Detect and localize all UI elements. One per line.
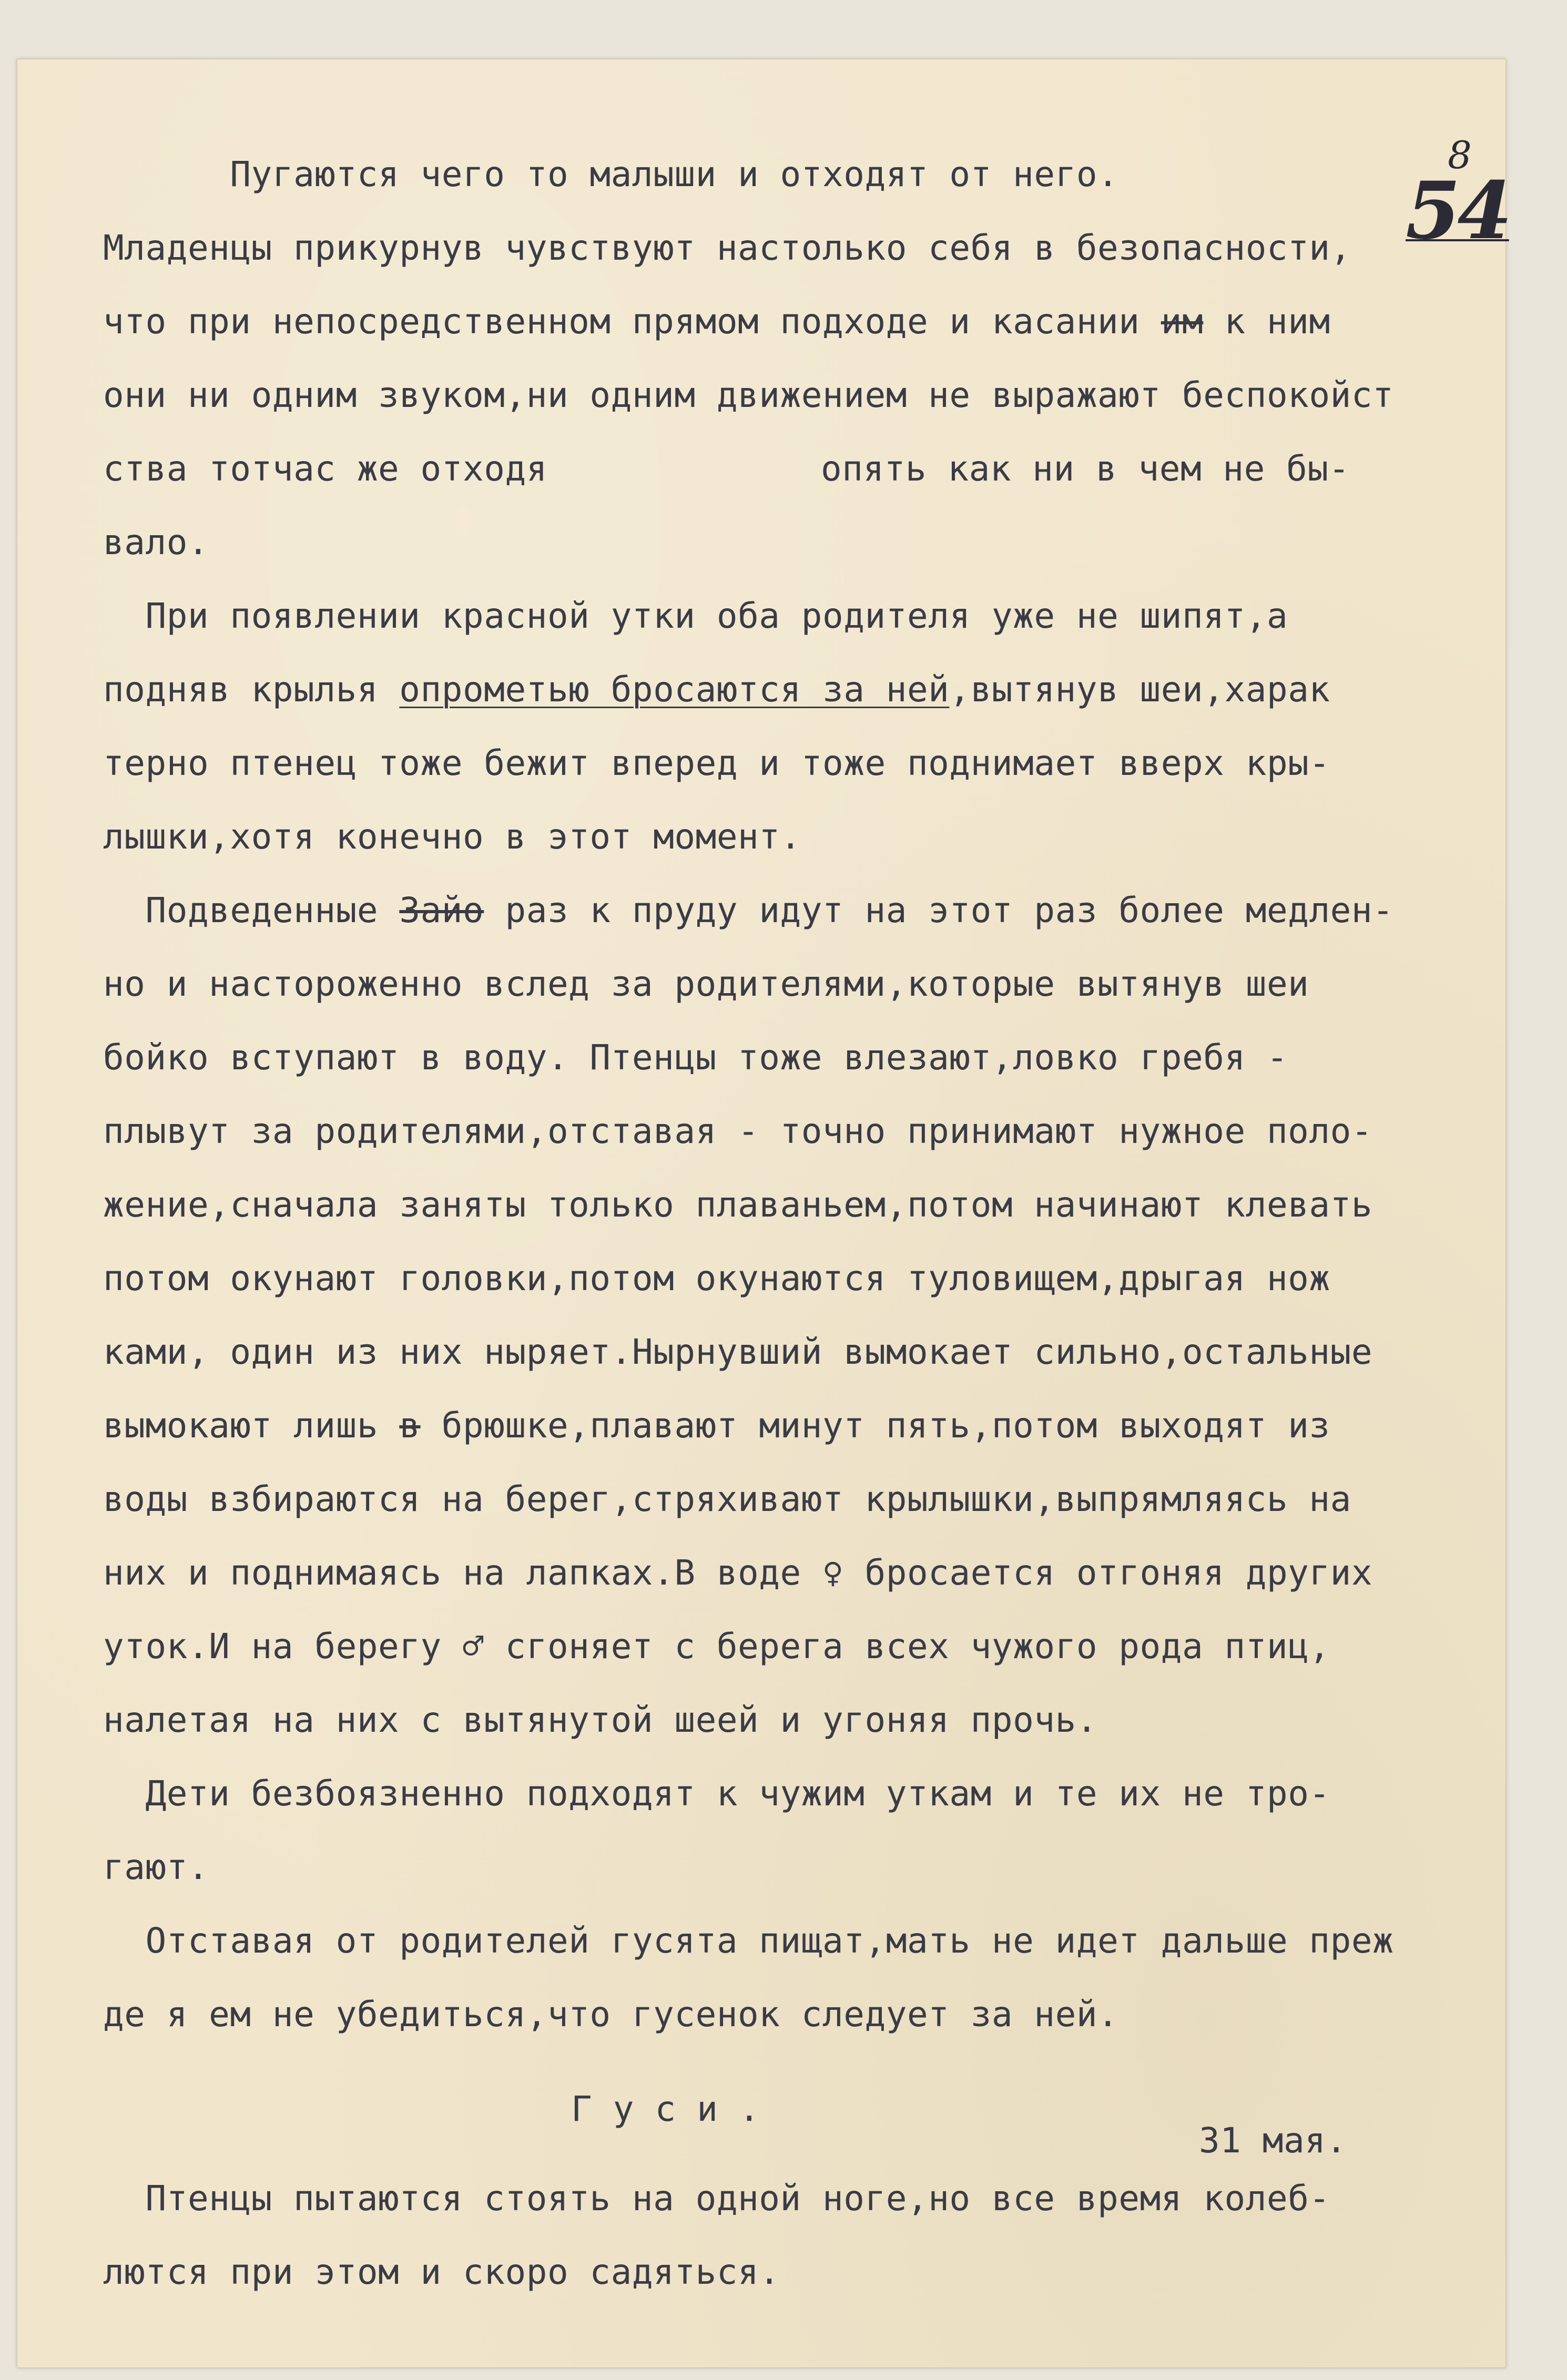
text-line: ства тотчас же отходя опять как ни в чем не бы-	[103, 448, 1350, 489]
text-line: что при непосредственном прямом подходе и касании им к ним	[103, 301, 1330, 342]
entry-date: 31 мая.	[1199, 2120, 1347, 2161]
text-line: подняв крылья опрометью бросаются за ней,вытянув шеи,харак	[103, 669, 1330, 710]
text-line: Птенцы пытаются стоять на одной ноге,но все время колеб-	[145, 2178, 1330, 2219]
text-line: бойко вступают в воду. Птенцы тоже влезают,ловко гребя -	[103, 1037, 1288, 1078]
text-line: Отставая от родителей гусята пищат,мать не идет дальше преж	[145, 1921, 1394, 1961]
section-header	[103, 2051, 1491, 2161]
text-line: они ни одним звуком,ни одним движением не выражают беспокойст	[103, 375, 1394, 415]
text-line: уток.И на берегу ♂ сгоняет с берега всех чужого рода птиц,	[103, 1626, 1330, 1667]
text-line: Дети безбоязненно подходят к чужим уткам и те их не тро-	[145, 1773, 1330, 1814]
text-line: При появлении красной утки оба родителя уже не шипят,а	[145, 596, 1288, 636]
text-line: лышки,хотя конечно в этот момент.	[103, 816, 801, 857]
text-line: гают.	[103, 1847, 209, 1887]
text-line: вымокают лишь в брюшке,плавают минут пять,потом выходят из	[103, 1405, 1330, 1446]
text-line: но и настороженно вслед за родителями,которые вытянув шеи	[103, 964, 1309, 1004]
text-line: Подведенные Зайо раз к пруду идут на этот раз более медлен-	[145, 890, 1394, 931]
text-line: терно птенец тоже бежит вперед и тоже поднимает вверх кры-	[103, 743, 1330, 783]
underlined-phrase: опрометью бросаются за ней	[399, 669, 950, 710]
folio-number: 54	[1406, 165, 1509, 257]
text-line: вало.	[103, 522, 209, 563]
section-heading: Гуси.	[571, 2089, 781, 2129]
text-line: де я ем не убедиться,что гусенок следует за ней.	[103, 1994, 1119, 2035]
text-line: потом окунают головки,потом окунаются туловищем,дрыгая нож	[103, 1258, 1330, 1299]
text-line: Младенцы прикурнув чувствуют настолько себя в безопасности,	[103, 228, 1351, 268]
text-line: воды взбираются на берег,стряхивают крылышки,выпрямляясь на	[103, 1479, 1351, 1519]
struck-word: им	[1161, 301, 1204, 342]
struck-word: Зайо	[399, 890, 484, 931]
struck-word: в	[399, 1405, 421, 1446]
text-line: ками, один из них ныряет.Нырнувший вымокает сильно,остальные	[103, 1332, 1373, 1372]
text-line: налетая на них с вытянутой шеей и угоняя прочь.	[103, 1700, 1098, 1740]
text-line: лются при этом и скоро садяться.	[103, 2252, 780, 2292]
text-line: жение,сначала заняты только плаваньем,потом начинают клевать	[103, 1184, 1373, 1225]
folio-number-small: 8	[1448, 133, 1472, 177]
typed-text	[103, 138, 1491, 2309]
text-line: них и поднимаясь на лапках.В воде ♀ бросается отгоняя других	[103, 1552, 1373, 1593]
text-line: Пугаются чего то малыши и отходят от него.	[230, 154, 1119, 195]
text-line: плывут за родителями,отставая - точно принимают нужное поло-	[103, 1111, 1373, 1151]
